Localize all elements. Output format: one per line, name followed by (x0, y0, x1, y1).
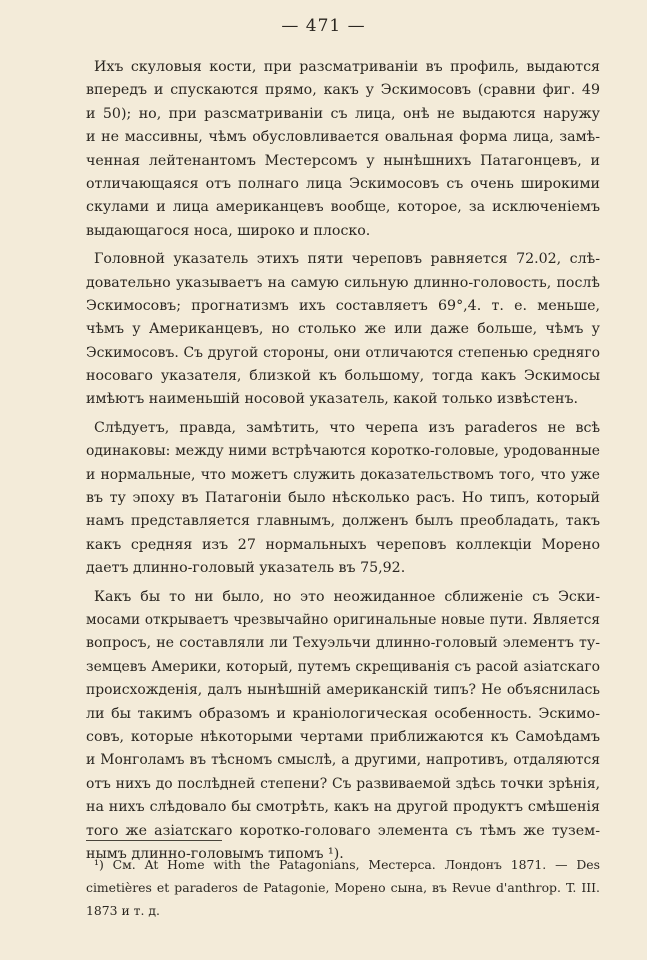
text-line: Слѣдуетъ, правда, замѣтить, что черепа изъ paraderos не всѣ (94, 419, 600, 436)
text-line: Головной указатель этихъ пяти череповъ равняется 72.02, слѣ- (94, 251, 600, 268)
text-line: даетъ длинно-головый указатель въ 75,92. (86, 560, 406, 577)
text-line: отъ нихъ до послѣдней степени? Съ развиваемой здѣсь точки зрѣнія, (86, 775, 600, 792)
text-line: происхожденія, далъ нынѣшній американскій типъ? Не объяснилась (86, 682, 600, 699)
text-line: и Монголамъ въ тѣсномъ смыслѣ, а другими, напротивъ, отдаляются (86, 752, 600, 769)
text-line: одинаковы: между ними встрѣчаются коротко-головые, уродованные (86, 443, 600, 460)
text-line: Какъ бы то ни было, но это неожиданное сближеніе съ Эски- (94, 588, 600, 605)
footnote-line: ¹) См. At Home with the Patagonians, Местерса. Лондонъ 1871. — Des (94, 857, 600, 872)
body-text (86, 56, 600, 866)
text-line: и не массивны, чѣмъ обусловливается овальная форма лица, замѣ- (86, 129, 600, 146)
text-line: какъ средняя изъ 27 нормальныхъ череповъ коллекціи Морено (86, 536, 600, 553)
text-line: Эскимосовъ; прогнатизмъ ихъ составляетъ 69°,4. т. е. меньше, (86, 297, 600, 314)
footnote-divider (86, 840, 222, 841)
text-line: мосами открываетъ чрезвычайно оригинальные новые пути. Является (86, 611, 600, 628)
text-line: ли бы такимъ образомъ и краніологическая особенность. Эскимо- (86, 705, 600, 722)
text-line: довательно указываетъ на самую сильную длинно-головость, послѣ (86, 274, 600, 291)
text-line: земцевъ Америки, который, путемъ скрещиванія съ расой азіатскаго (86, 658, 600, 675)
text-line: и 50); но, при разсматриваніи съ лица, онѣ не выдаются наружу (86, 105, 600, 122)
text-line: Эскимосовъ. Съ другой стороны, они отличаются степенью средняго (86, 344, 600, 361)
text-line: и нормальные, что можетъ служить доказательствомъ того, что уже (86, 466, 600, 483)
text-line: нымъ длинно-головымъ типомъ ¹). (86, 845, 344, 862)
footnote-line: cimetières et paraderos de Patagonie, Морено сына, въ Revue d'anthrop. T. III. (86, 880, 600, 895)
text-line: впередъ и спускаются прямо, какъ у Эскимосовъ (сравни фиг. 49 (86, 82, 600, 99)
text-line: выдающагося носа, широко и плоско. (86, 222, 371, 239)
text-line: въ ту эпоху въ Патагоніи было нѣсколько расъ. Но типъ, который (86, 490, 600, 507)
text-line: отличающаяся отъ полнаго лица Эскимосовъ съ очень широкими (86, 175, 600, 192)
footnote-line: 1873 и т. д. (86, 903, 160, 918)
text-line: совъ, которые нѣкоторыми чертами приближаются къ Самоѣдамъ (86, 728, 600, 745)
text-line: скулами и лица американцевъ вообще, которое, за исключеніемъ (86, 199, 600, 216)
text-line: того же азіатскаго коротко-головаго элемента съ тѣмъ же тузем- (86, 822, 600, 839)
text-line: носоваго указателя, близкой къ большому, тогда какъ Эскимосы (86, 368, 600, 385)
text-line: чѣмъ у Американцевъ, но столько же или даже больше, чѣмъ у (86, 321, 600, 338)
page-number: — 471 — (281, 16, 366, 36)
text-line: ченная лейтенантомъ Местерсомъ у нынѣшнихъ Патагонцевъ, и (86, 152, 600, 169)
text-line: на нихъ слѣдовало бы смотрѣть, какъ на другой продуктъ смѣшенія (86, 799, 600, 816)
footnote (86, 853, 600, 922)
text-line: Ихъ скуловыя кости, при разсматриваніи въ профиль, выдаются (94, 59, 600, 75)
text-line: намъ представляется главнымъ, долженъ былъ преобладать, такъ (86, 513, 600, 530)
text-line: вопросъ, не составляли ли Техуэльчи длинно-головый элементъ ту- (86, 635, 600, 652)
text-line: имѣютъ наименьшій носовой указатель, какой только извѣстенъ. (86, 391, 578, 408)
